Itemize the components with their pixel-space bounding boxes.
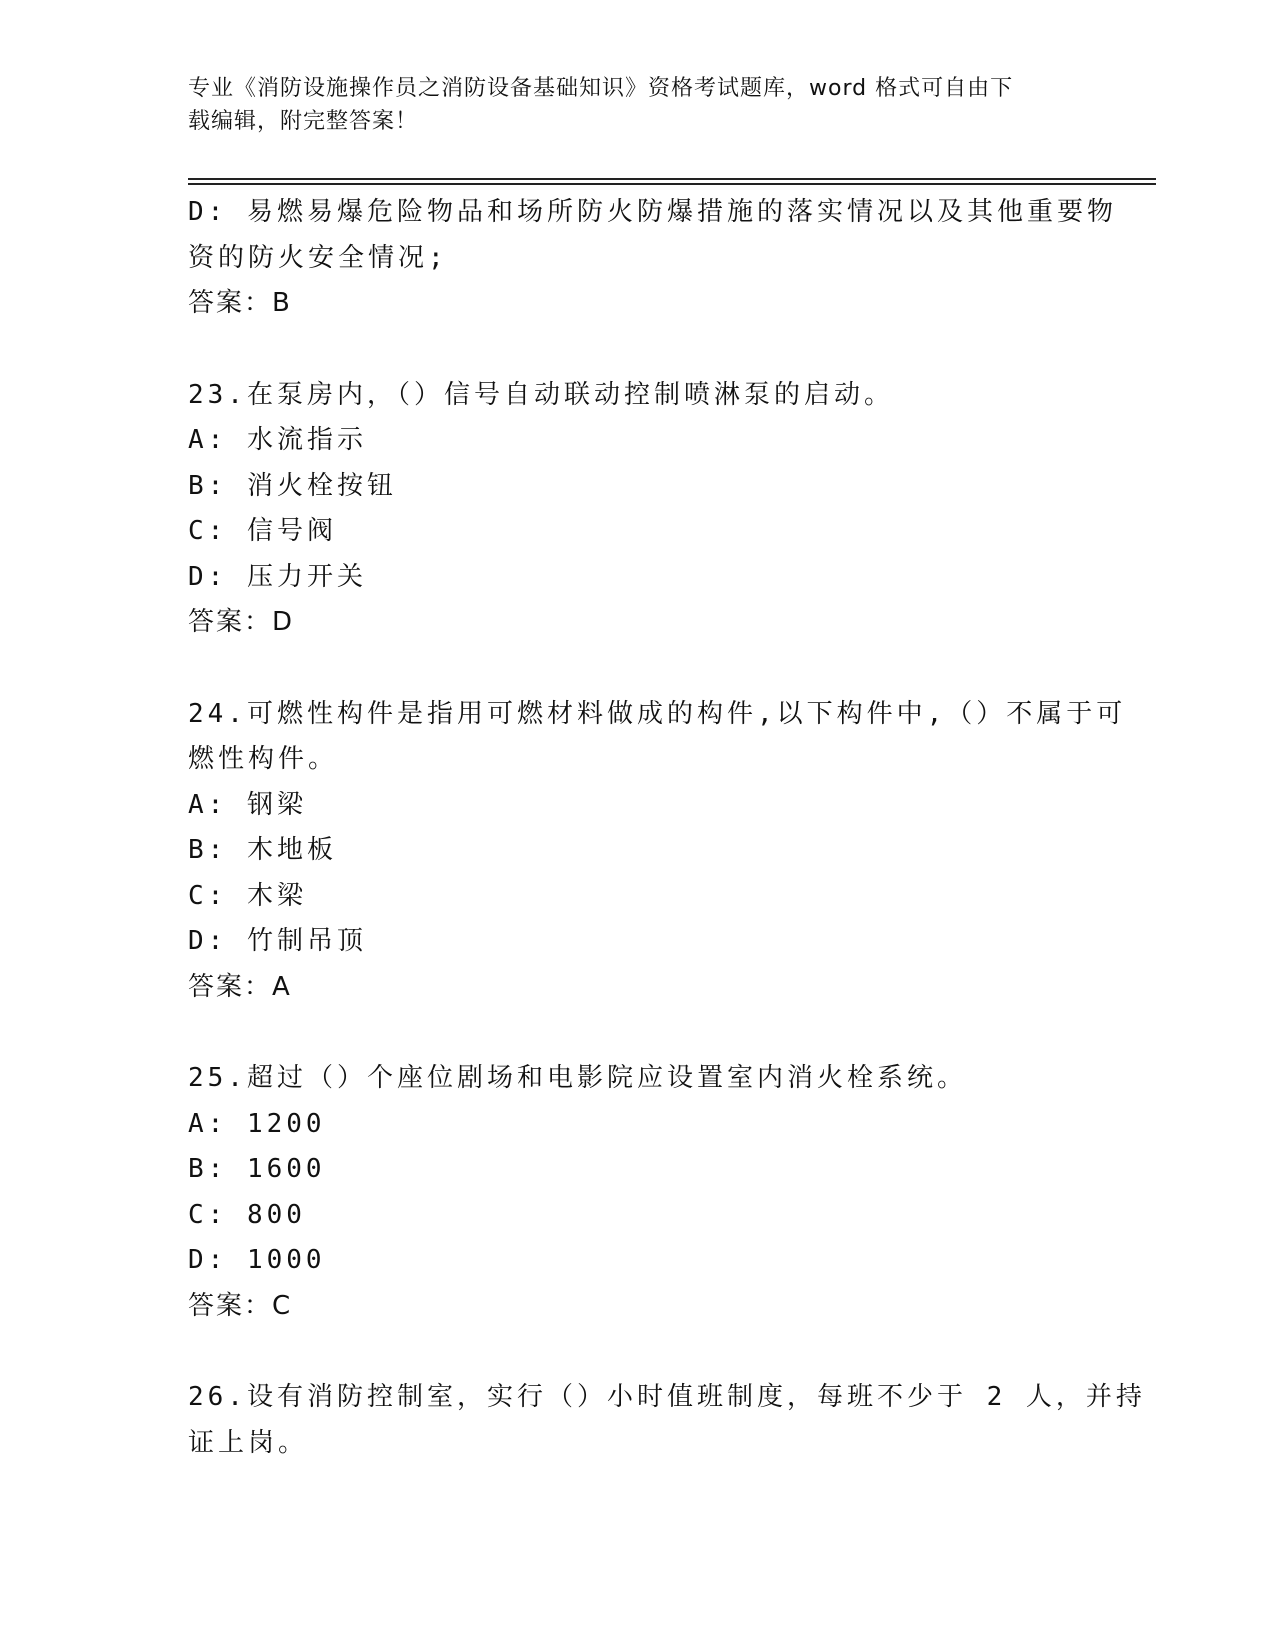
answer-line: 答案：B [188, 288, 292, 318]
question-26 [188, 1375, 1146, 1466]
question-stem: 24.可燃性构件是指用可燃材料做成的构件,以下构件中,（）不属于可 [188, 698, 1127, 729]
option-c: C: 800 [188, 1199, 306, 1230]
header-line-1: 专业《消防设施操作员之消防设备基础知识》资格考试题库，word 格式可自由下 [188, 76, 1014, 101]
answer-line: 答案：A [188, 971, 292, 1002]
header-divider-top [188, 178, 1156, 180]
question-22-fragment [188, 190, 1117, 327]
header-divider-bottom [188, 183, 1156, 185]
document-header [188, 72, 1068, 138]
question-stem-continued: 证上岗。 [188, 1427, 309, 1458]
question-24 [188, 692, 1127, 1011]
option-d: D: 1000 [188, 1245, 326, 1275]
question-stem-continued: 燃性构件。 [188, 744, 339, 774]
option-d: D: 压力开关 [188, 561, 367, 592]
header-line-2: 载编辑，附完整答案！ [188, 109, 419, 134]
option-d-continued: 资的防火安全情况; [188, 242, 448, 273]
option-a: A: 1200 [188, 1108, 326, 1139]
question-23 [188, 373, 1088, 646]
question-list [188, 190, 1146, 1466]
question-stem: 23.在泵房内，（）信号自动联动控制喷淋泵的启动。 [188, 379, 894, 410]
answer-line: 答案：C [188, 1290, 293, 1321]
question-25 [188, 1056, 1088, 1329]
option-d: D: 易燃易爆危险物品和场所防火防爆措施的落实情况以及其他重要物 [188, 197, 1117, 227]
option-b: B: 1600 [188, 1154, 326, 1184]
question-stem: 26.设有消防控制室，实行（）小时值班制度，每班不少于 2 人，并持 [188, 1382, 1146, 1412]
option-a: A: 钢梁 [188, 789, 307, 820]
option-d: D: 竹制吊顶 [188, 926, 367, 956]
option-b: B: 木地板 [188, 835, 337, 865]
answer-line: 答案：D [188, 607, 295, 637]
option-c: C: 信号阀 [188, 516, 337, 546]
option-b: B: 消火栓按钮 [188, 470, 397, 501]
option-c: C: 木梁 [188, 880, 307, 911]
option-a: A: 水流指示 [188, 425, 367, 455]
question-stem: 25.超过（）个座位剧场和电影院应设置室内消火栓系统。 [188, 1063, 967, 1093]
